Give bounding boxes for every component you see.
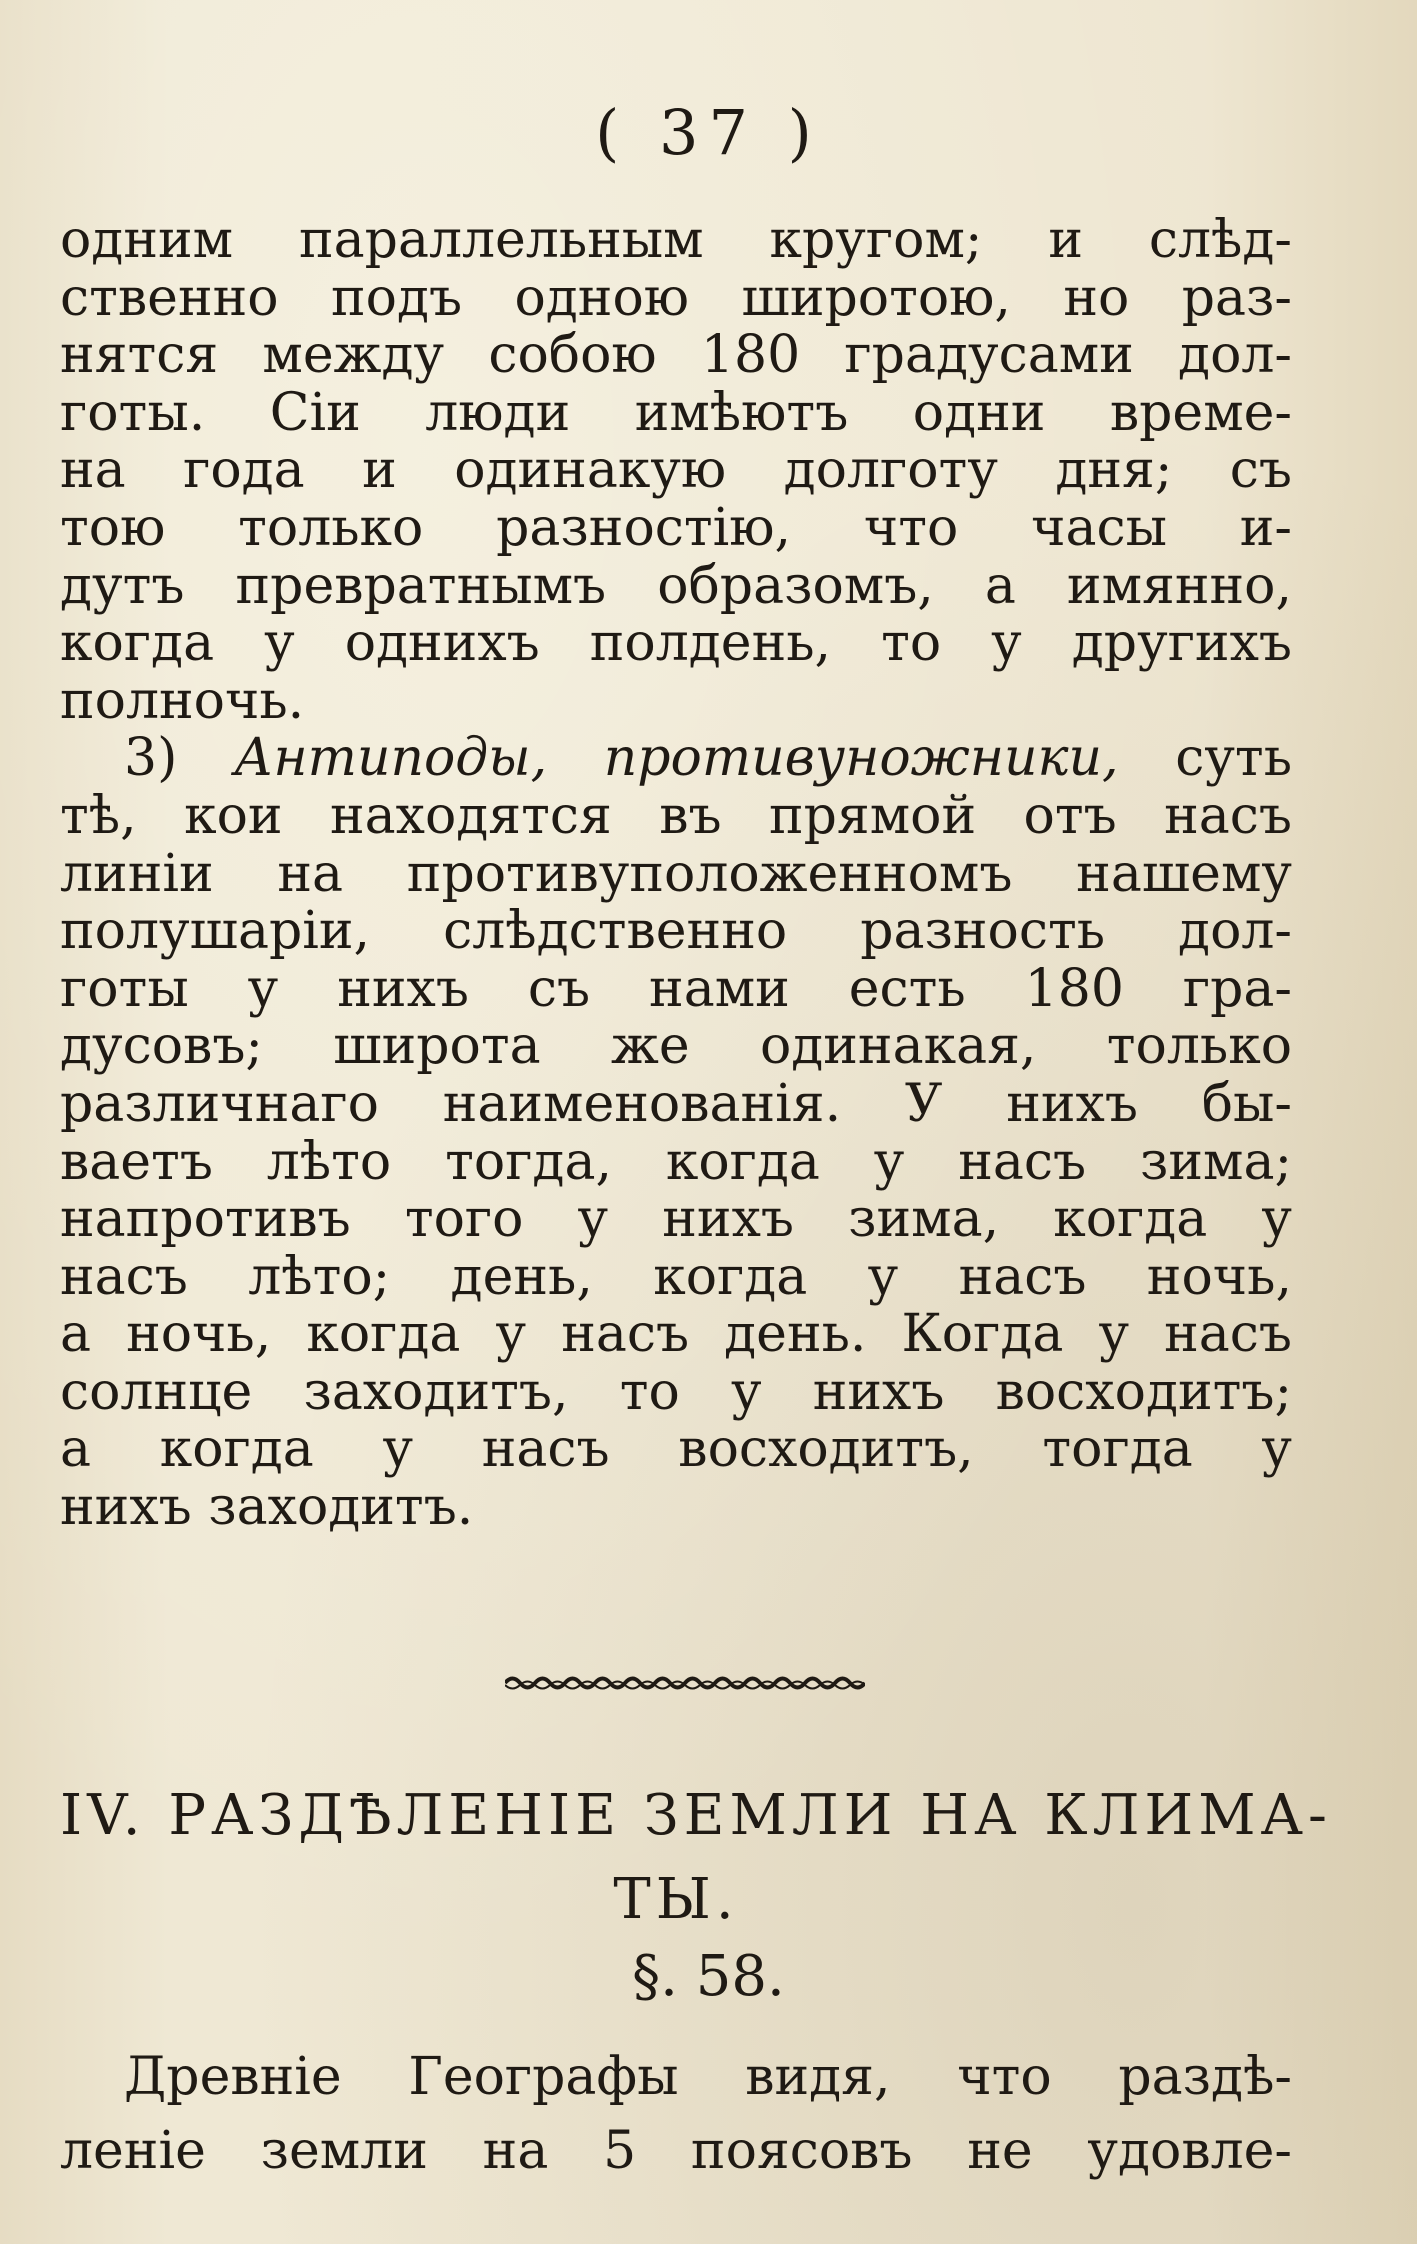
paragraph-start-line <box>60 730 1292 788</box>
text-line: насъ лѣто; день, когда у насъ ночь, <box>60 1246 1292 1307</box>
text-line: полночь. <box>60 670 305 731</box>
page-number: ( 37 ) <box>595 96 822 169</box>
text-line: а когда у насъ восходитъ, тогда у <box>60 1419 1292 1480</box>
chapter-heading <box>60 1774 1332 1942</box>
text-line: солнце заходитъ, то у нихъ восходитъ; <box>60 1361 1292 1422</box>
text-line: ваетъ лѣто тогда, когда у насъ зима; <box>60 1131 1292 1192</box>
text-line: на года и одинакую долготу дня; съ <box>60 440 1292 501</box>
text-line: нятся между собою 180 градусами дол- <box>60 325 1292 386</box>
text-line: леніе земли на 5 поясовъ не удовле- <box>60 2121 1292 2181</box>
text-line: одним параллельным кругом; и слѣд- <box>60 210 1292 270</box>
text-line: тою только разностію, что часы и- <box>60 497 1292 558</box>
text-fragment: суть <box>1175 728 1292 789</box>
text-line: напротивъ того у нихъ зима, когда у <box>60 1189 1292 1250</box>
body-text <box>60 212 1292 1537</box>
text-line: дутъ превратнымъ образомъ, а имянно, <box>60 555 1292 616</box>
paragraph-text <box>60 2040 1292 2188</box>
text-line: готы у нихъ съ нами есть 180 гра- <box>60 958 1292 1019</box>
text-line: дусовъ; широта же одинакая, только <box>60 1016 1292 1077</box>
list-marker: 3) <box>124 728 178 789</box>
section-number: §. 58. <box>632 1944 785 2009</box>
text-line: различнаго наименованія. У нихъ бы- <box>60 1073 1292 1134</box>
text-line: ственно подъ одною широтою, но раз- <box>60 267 1292 328</box>
text-line: полушаріи, слѣдственно разность дол- <box>60 901 1292 962</box>
heading-line: ТЫ. <box>613 1867 739 1932</box>
text-line: линіи на противуположенномъ нашему <box>60 843 1292 904</box>
text-line: когда у однихъ полдень, то у другихъ <box>60 613 1292 674</box>
text-line: тѣ, кои находятся въ прямой отъ насъ <box>60 785 1292 846</box>
wavy-divider-ornament <box>505 1672 865 1694</box>
text-line: а ночь, когда у насъ день. Когда у насъ <box>60 1304 1292 1365</box>
heading-line: IV. РАЗДѢЛЕНІЕ ЗЕМЛИ НА КЛИМА- <box>60 1783 1332 1848</box>
text-line: готы. Сіи люди имѣютъ одни време- <box>60 382 1292 443</box>
text-line: нихъ заходитъ. <box>60 1477 474 1538</box>
italic-term: Антиподы, противуножники, <box>234 728 1119 789</box>
text-line: Древніе Географы видя, что раздѣ- <box>124 2047 1292 2107</box>
